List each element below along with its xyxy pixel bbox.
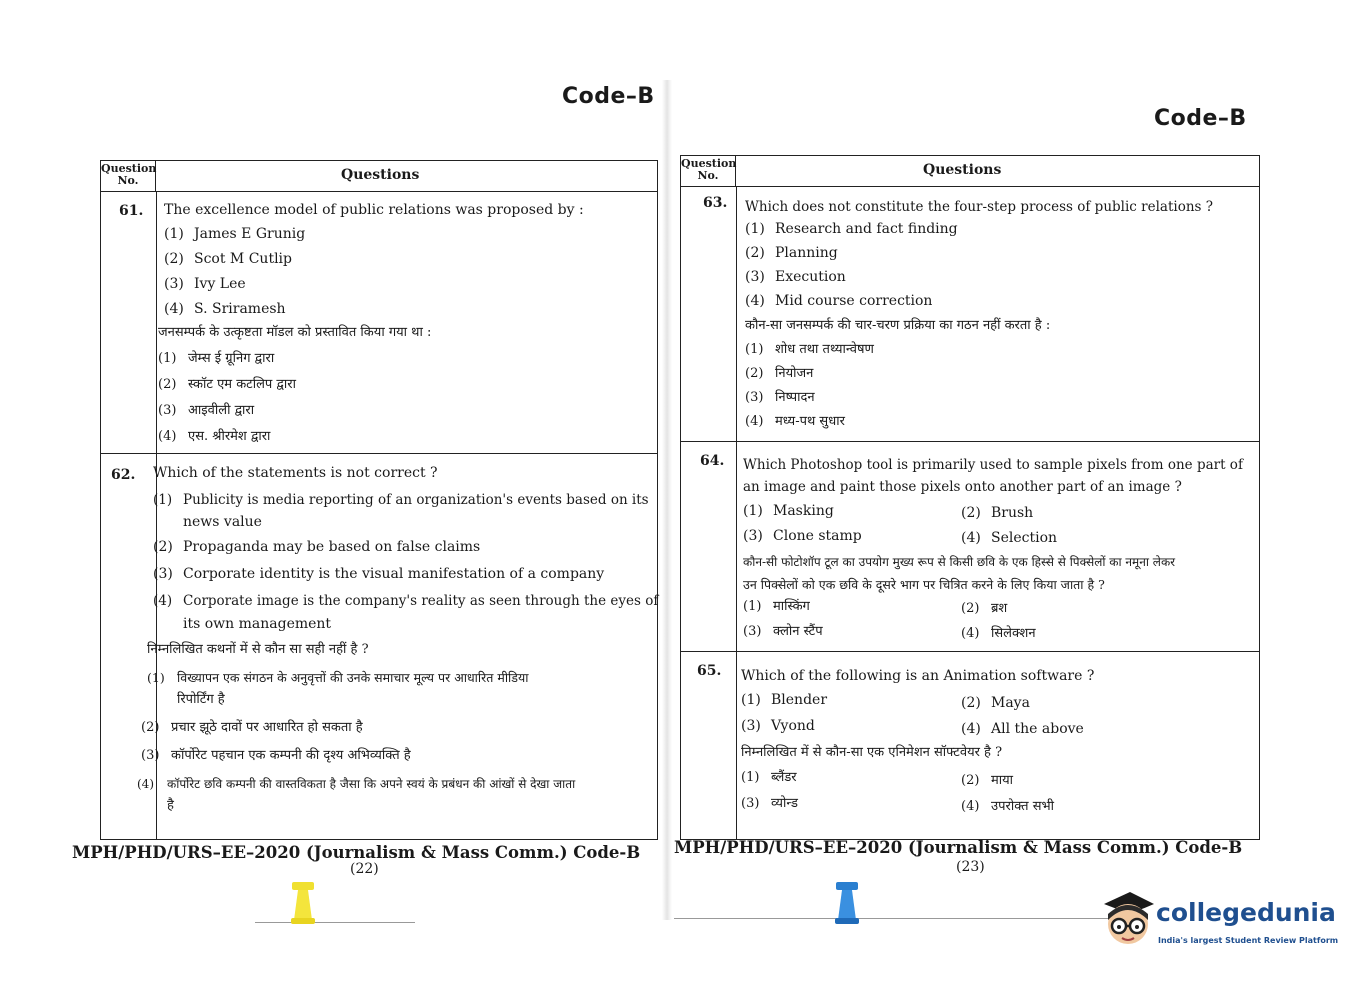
- option: (1) James E Grunig: [164, 226, 306, 242]
- page-number-right: (23): [956, 859, 985, 875]
- question-number: 61.: [119, 203, 144, 219]
- option-hindi: (1) मास्किंग: [743, 599, 810, 614]
- question-text-hindi: जनसम्पर्क के उत्कृष्टता मॉडल को प्रस्तावित किया गया था :: [158, 325, 432, 340]
- question-table-left: [100, 160, 658, 840]
- question-text-hindi: निम्नलिखित में से कौन-सा एक एनिमेशन सॉफ्टवेयर है ?: [741, 745, 1003, 760]
- option: (3) Clone stamp: [743, 528, 862, 544]
- option-continuation: है: [167, 798, 174, 813]
- question-text: Which Photoshop tool is primarily used to sample pixels from one part of: [743, 457, 1243, 473]
- option: (2) Propaganda may be based on false claims: [153, 539, 481, 555]
- option-hindi: (3) आइवीली द्वारा: [158, 403, 255, 418]
- header-question-no: Question No.: [681, 156, 736, 186]
- option: (1) Blender: [741, 692, 828, 708]
- pushpin-icon: [830, 880, 866, 928]
- option-hindi: (3) व्योन्ड: [741, 796, 798, 811]
- option: (4) Corporate image is the company's reality as seen through the eyes of: [153, 593, 659, 609]
- question-number: 63.: [703, 195, 728, 211]
- row-divider: [101, 453, 657, 454]
- question-text: Which of the following is an Animation software ?: [741, 668, 1095, 684]
- column-divider: [736, 186, 737, 839]
- option-hindi: (2) नियोजन: [745, 366, 814, 381]
- option-hindi: (4) सिलेक्शन: [961, 626, 1036, 641]
- option-hindi: (4) मध्य-पथ सुधार: [745, 414, 845, 429]
- question-text-hindi-continuation: उन पिक्सेलों को एक छवि के दूसरे भाग पर चित्रित करने के लिए किया जाता है ?: [743, 577, 1105, 592]
- page-number-left: (22): [350, 861, 379, 877]
- option: (2) Brush: [961, 505, 1034, 521]
- option: (4) S. Sriramesh: [164, 301, 286, 317]
- option: (4) Selection: [961, 530, 1058, 546]
- question-number: 64.: [700, 453, 725, 469]
- table-header: [681, 156, 1259, 187]
- footer-title-right: MPH/PHD/URS–EE–2020 (Journalism & Mass Comm.) Code-B: [674, 838, 1243, 857]
- code-label-left: Code–B: [562, 84, 655, 109]
- question-number: 62.: [111, 467, 136, 483]
- column-divider: [156, 191, 157, 839]
- option: (2) Maya: [961, 695, 1030, 711]
- option: (3) Corporate identity is the visual manifestation of a company: [153, 566, 605, 582]
- row-divider: [681, 441, 1259, 442]
- page-edge-line: [255, 922, 415, 923]
- question-text-hindi: कौन-सी फोटोशॉप टूल का उपयोग मुख्य रूप से किसी छवि के एक हिस्से से पिक्सेलों का नमूना लेकर: [743, 555, 1176, 569]
- page-edge-line: [674, 918, 1114, 919]
- option: (2) Planning: [745, 245, 838, 261]
- question-table-right: [680, 155, 1260, 840]
- header-questions: Questions: [923, 162, 1002, 178]
- option-hindi: (1) ब्लैंडर: [741, 770, 797, 785]
- option-hindi: (2) प्रचार झूठे दावों पर आधारित हो सकता है: [141, 720, 363, 735]
- option: (1) Masking: [743, 503, 834, 519]
- option-hindi: (3) कॉर्पोरेट पहचान एक कम्पनी की दृश्य अभिव्यक्ति है: [141, 748, 411, 763]
- option-hindi: (2) ब्रश: [961, 601, 1008, 616]
- option: (3) Execution: [745, 269, 846, 285]
- option: (1) Research and fact finding: [745, 221, 958, 237]
- option-hindi: (1) विख्यापन एक संगठन के अनुवृत्तों की उनके समाचार मूल्य पर आधारित मीडिया: [147, 670, 529, 685]
- logo-wordmark: collegedunia: [1156, 898, 1336, 927]
- footer-title-left: MPH/PHD/URS–EE–2020 (Journalism & Mass Comm.) Code-B: [72, 843, 641, 862]
- option-hindi: (3) निष्पादन: [745, 390, 815, 405]
- option: (4) All the above: [961, 721, 1084, 737]
- option-hindi: (4) उपरोक्त सभी: [961, 799, 1054, 814]
- option: (1) Publicity is media reporting of an organization's events based on its: [153, 492, 649, 508]
- option-hindi: (2) माया: [961, 773, 1014, 788]
- option-hindi: (4) एस. श्रीरमेश द्वारा: [158, 429, 271, 444]
- question-text-hindi: कौन-सा जनसम्पर्क की चार-चरण प्रक्रिया का गठन नहीं करता है :: [745, 318, 1051, 333]
- question-text: The excellence model of public relations was proposed by :: [164, 202, 584, 218]
- table-header: [101, 161, 657, 192]
- right-page: [668, 0, 1356, 996]
- pushpin-icon: [286, 880, 322, 928]
- option-continuation: news value: [183, 514, 262, 530]
- option-hindi: (4) कॉर्पोरेट छवि कम्पनी की वास्तविकता है जैसा कि अपने स्वयं के प्रबंधन की आंखों से देखा जाता: [137, 777, 576, 791]
- question-text-continuation: an image and paint those pixels onto another part of an image ?: [743, 479, 1182, 495]
- option: (3) Vyond: [741, 718, 815, 734]
- option: (4) Mid course correction: [745, 293, 933, 309]
- collegedunia-logo: [1098, 888, 1338, 958]
- option-continuation: its own management: [183, 616, 332, 632]
- option-continuation: रिपोर्टिंग है: [177, 692, 225, 707]
- left-page: [0, 0, 668, 996]
- header-question-no: Question No.: [101, 161, 156, 191]
- header-questions: Questions: [341, 167, 420, 183]
- option-hindi: (1) जेम्स ई ग्रूनिग द्वारा: [158, 351, 275, 366]
- question-number: 65.: [697, 663, 722, 679]
- code-label-right: Code–B: [1154, 106, 1247, 131]
- question-text: Which of the statements is not correct ?: [153, 465, 438, 481]
- option: (2) Scot M Cutlip: [164, 251, 292, 267]
- option: (3) Ivy Lee: [164, 276, 246, 292]
- row-divider: [681, 651, 1259, 652]
- option-hindi: (2) स्कॉट एम कटलिप द्वारा: [158, 377, 296, 392]
- question-text-hindi: निम्नलिखित कथनों में से कौन सा सही नहीं है ?: [147, 642, 369, 657]
- option-hindi: (3) क्लोन स्टैंप: [743, 624, 823, 639]
- option-hindi: (1) शोध तथा तथ्यान्वेषण: [745, 342, 874, 357]
- question-text: Which does not constitute the four-step process of public relations ?: [745, 199, 1213, 215]
- mascot-icon: [1098, 890, 1156, 954]
- logo-tagline: India's largest Student Review Platform: [1158, 936, 1339, 945]
